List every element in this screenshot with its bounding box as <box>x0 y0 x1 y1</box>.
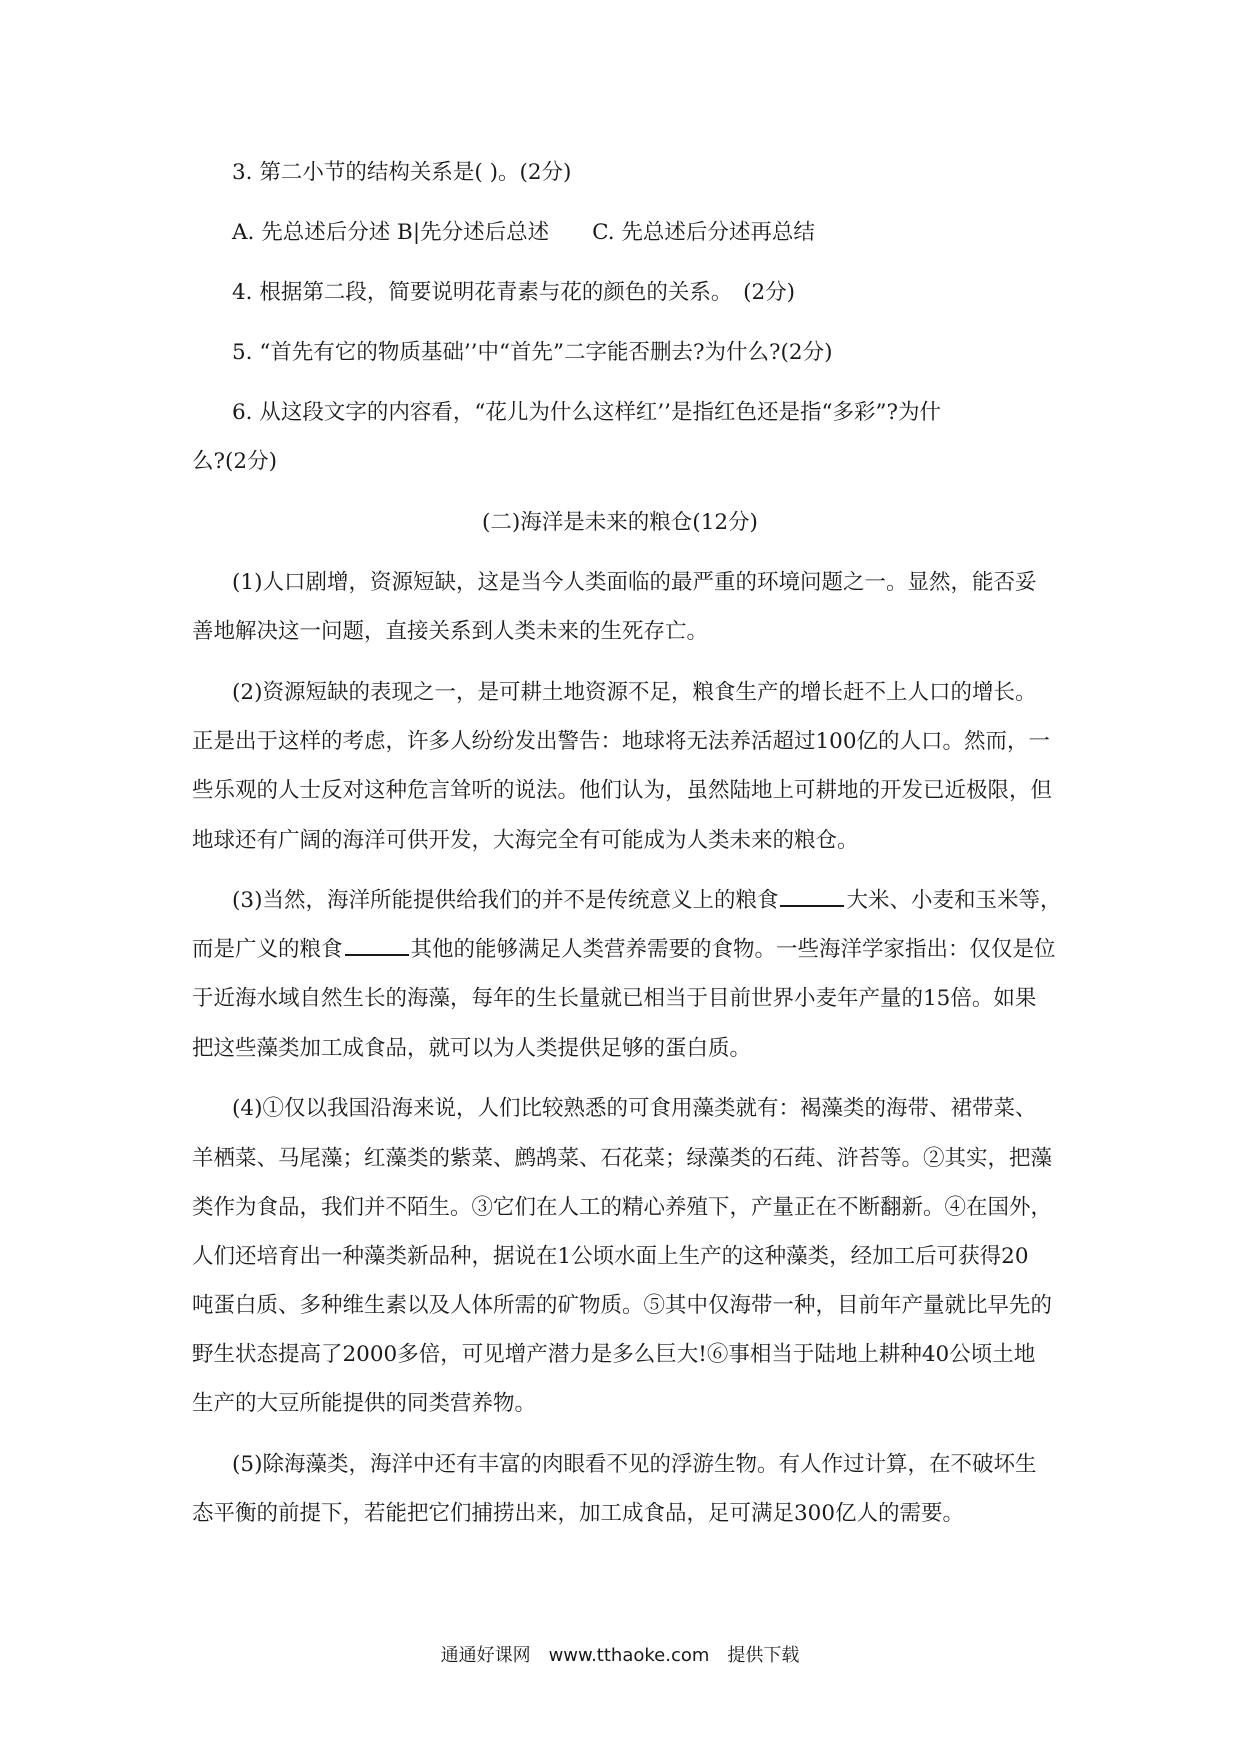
paragraph-2-line: (2)资源短缺的表现之一，是可耕土地资源不足，粮食生产的增长赶不上人口的增长。 <box>232 680 1037 705</box>
question-5: 5. “首先有它的物质基础’’中“首先”二字能否删去?为什么?(2分) <box>232 340 833 365</box>
paragraph-3-line: 于近海水域自然生长的海藻，每年的生长量就已相当于目前世界小麦年产量的15倍。如果 <box>192 986 1037 1011</box>
paragraph-4-line: 人们还培育出一种藻类新品种，据说在1公顷水面上生产的这种藻类，经加工后可获得20 <box>192 1244 1029 1269</box>
paragraph-2-line: 正是出于这样的考虑，许多人纷纷发出警告：地球将无法养活超过100亿的人口。然而，一 <box>192 729 1051 754</box>
paragraph-4-line: 野生状态提高了2000多倍，可见增产潜力是多么巨大!⑥事相当于陆地上耕种40公顷土地 <box>192 1342 1036 1367</box>
paragraph-3-text: 而是广义的粮食 <box>192 937 343 962</box>
section-title: (二)海洋是未来的粮仓(12分) <box>482 510 758 535</box>
question-6-line-1: 6. 从这段文字的内容看，“花儿为什么这样红’’是指红色还是指“多彩”?为什 <box>232 400 942 425</box>
paragraph-3-text: 其他的能够满足人类营养需要的食物。一些海洋学家指出：仅仅是位 <box>410 937 1056 962</box>
paragraph-4-line: 羊栖菜、马尾藻；红藻类的紫菜、鹧鸪菜、石花菜；绿藻类的石莼、浒苔等。②其实，把藻 <box>192 1146 1053 1171</box>
paragraph-4-line: 类作为食品，我们并不陌生。③它们在人工的精心养殖下，产量正在不断翻新。④在国外， <box>192 1195 1053 1220</box>
question-6-line-2: 么?(2分) <box>192 449 277 474</box>
paragraph-5-line: 态平衡的前提下，若能把它们捕捞出来，加工成食品，足可满足300亿人的需要。 <box>192 1501 965 1526</box>
paragraph-4-line: 生产的大豆所能提供的同类营养物。 <box>192 1391 537 1416</box>
footer-credit: 通通好课网 www.tthaoke.com 提供下载 <box>440 1645 800 1666</box>
question-3-options: A. 先总述后分述 B|先分述后总述 C. 先总述后分述再总结 <box>232 220 815 245</box>
paragraph-3-line <box>232 886 1061 916</box>
paragraph-1-line: 善地解决这一问题，直接关系到人类未来的生死存亡。 <box>192 619 709 644</box>
paragraph-2-line: 地球还有广阔的海洋可供开发，大海完全有可能成为人类未来的粮仓。 <box>192 828 859 853</box>
paragraph-3-line: 把这些藻类加工成食品，就可以为人类提供足够的蛋白质。 <box>192 1036 752 1061</box>
paragraph-4-line: (4)①仅以我国沿海来说，人们比较熟悉的可食用藻类就有：褐藻类的海带、裙带菜、 <box>232 1096 1037 1121</box>
paragraph-4-line: 吨蛋白质、多种维生素以及人体所需的矿物质。⑤其中仅海带一种，目前年产量就比早先的 <box>192 1293 1053 1318</box>
paragraph-3-line <box>192 935 1056 965</box>
fill-in-blank[interactable] <box>780 887 844 907</box>
paragraph-1-line: (1)人口剧增，资源短缺，这是当今人类面临的最严重的环境问题之一。显然，能否妥 <box>232 570 1037 595</box>
question-3: 3. 第二小节的结构关系是( )。(2分) <box>232 160 572 185</box>
question-4: 4. 根据第二段，简要说明花青素与花的颜色的关系。 (2分) <box>232 280 796 305</box>
paragraph-3-text: (3)当然，海洋所能提供给我们的并不是传统意义上的粮食 <box>232 888 779 913</box>
paragraph-3-text: 大米、小麦和玉米等， <box>846 888 1062 913</box>
paragraph-2-line: 些乐观的人士反对这种危言耸听的说法。他们认为，虽然陆地上可耕地的开发已近极限，但 <box>192 778 1053 803</box>
paragraph-5-line: (5)除海藻类，海洋中还有丰富的肉眼看不见的浮游生物。有人作过计算，在不破坏生 <box>232 1452 1037 1477</box>
fill-in-blank[interactable] <box>345 936 409 956</box>
